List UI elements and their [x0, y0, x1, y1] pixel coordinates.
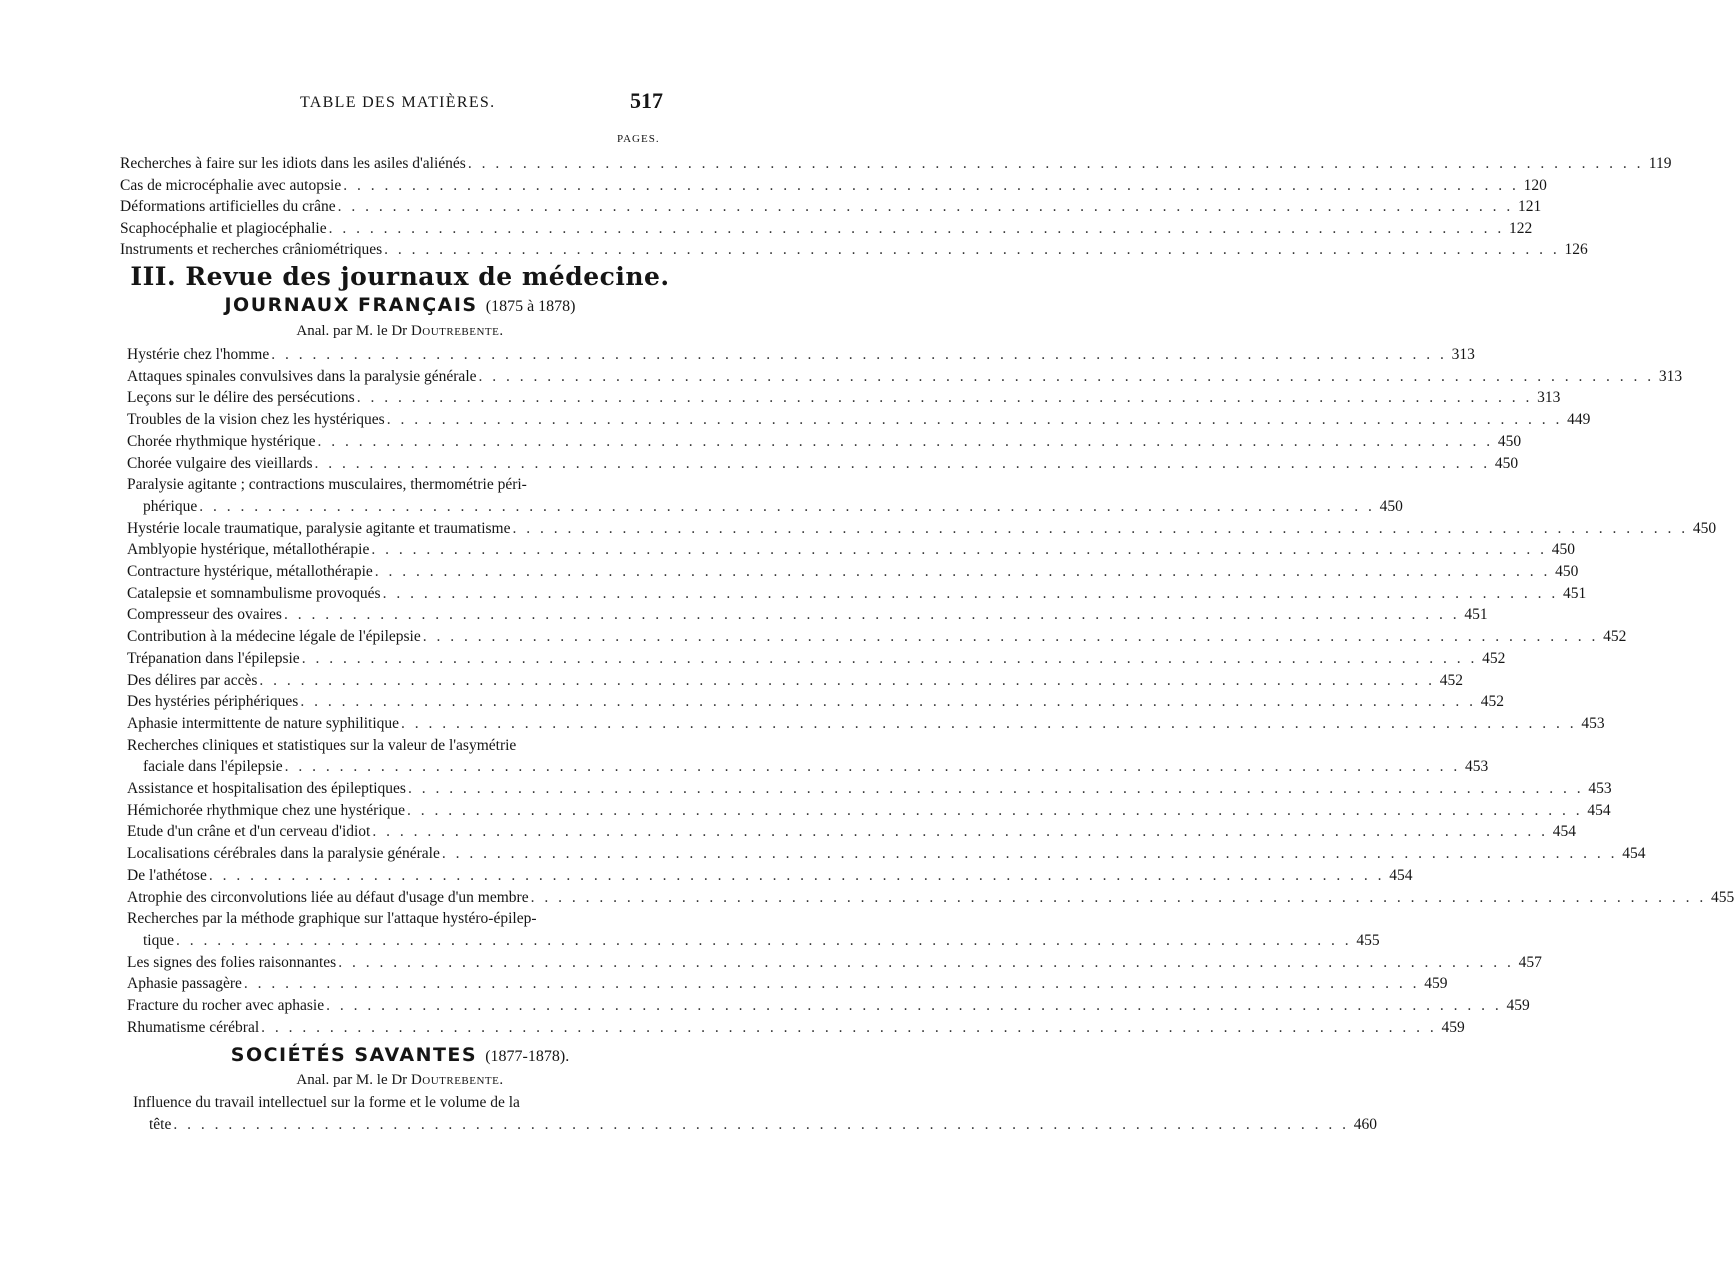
- toc-entry: [120, 196, 1542, 217]
- toc-entry: [127, 778, 1612, 799]
- toc-entry-page: 453: [1465, 758, 1489, 776]
- toc-entry-title: Leçons sur le délire des persécutions: [127, 389, 355, 407]
- toc-entry-page: 454: [1389, 866, 1413, 884]
- toc-entry-title: Rhumatisme cérébral: [127, 1018, 260, 1036]
- dot-leader: . . . . . . . . . . . . . . . . . . . . . . . . . . . . . . . . . . . . . . . . . . . . . . . . . . . . . . . . . . . . . . . . . . . . . . . . . . . . . . . . . . . . . .: [300, 693, 1476, 711]
- journaux-dates: (1875 à 1878): [485, 298, 576, 315]
- dot-leader: . . . . . . . . . . . . . . . . . . . . . . . . . . . . . . . . . . . . . . . . . . . . . . . . . . . . . . . . . . . . . . . . . . . . . . . . . . . . . . . . . . . . . .: [337, 198, 1514, 215]
- toc-entry-page: 450: [1379, 497, 1403, 515]
- toc-entry-page: 121: [1518, 198, 1542, 215]
- toc-entry: [127, 843, 1646, 864]
- dot-leader: . . . . . . . . . . . . . . . . . . . . . . . . . . . . . . . . . . . . . . . . . . . . . . . . . . . . . . . . . . . . . . . . . . . . . . . . . . . . . . . . . . . . . .: [259, 671, 1436, 689]
- dot-leader: . . . . . . . . . . . . . . . . . . . . . . . . . . . . . . . . . . . . . . . . . . . . . . . . . . . . . . . . . . . . . . . . . . . . . . . . . . . . . . . . . . . . . .: [478, 367, 1655, 385]
- toc-entry: [127, 453, 1519, 474]
- dot-leader: . . . . . . . . . . . . . . . . . . . . . . . . . . . . . . . . . . . . . . . . . . . . . . . . . . . . . . . . . . . . . . . . . . . . . . . . . . . . . . . . . . . . . .: [530, 888, 1707, 906]
- dot-leader: . . . . . . . . . . . . . . . . . . . . . . . . . . . . . . . . . . . . . . . . . . . . . . . . . . . . . . . . . . . . . . . . . . . . . . . . . . . . . . . . . . . . . .: [284, 758, 1461, 776]
- toc-entry: [143, 756, 1489, 777]
- section-heading-revue: III. Revue des journaux de médecine.: [130, 262, 670, 291]
- toc-entry-page: 460: [1353, 1115, 1377, 1133]
- toc-entry-page: 313: [1658, 367, 1683, 385]
- toc-entry-title: Trépanation dans l'épilepsie: [127, 649, 300, 667]
- toc-entry-page: 313: [1451, 346, 1475, 363]
- dot-leader: . . . . . . . . . . . . . . . . . . . . . . . . . . . . . . . . . . . . . . . . . . . . . . . . . . . . . . . . . . . . . . . . . . . . . . . . . . . . . . . . . . . . . .: [441, 845, 1618, 863]
- toc-entry: [127, 539, 1575, 560]
- dot-leader: . . . . . . . . . . . . . . . . . . . . . . . . . . . . . . . . . . . . . . . . . . . . . . . . . . . . . . . . . . . . . . . . . . . . . . . . . . . . . . . . . . . . . .: [243, 975, 1420, 993]
- pages-column-label: PAGES.: [617, 133, 660, 145]
- analyst-line-1: [0, 323, 800, 340]
- toc-entry-title: Hystérie locale traumatique, paralysie agitante et traumatisme: [127, 519, 511, 537]
- dot-leader: . . . . . . . . . . . . . . . . . . . . . . . . . . . . . . . . . . . . . . . . . . . . . . . . . . . . . . . . . . . . . . . . . . . . . . . . . . . . . . . . . . . . . .: [208, 866, 1385, 884]
- dot-leader: . . . . . . . . . . . . . . . . . . . . . . . . . . . . . . . . . . . . . . . . . . . . . . . . . . . . . . . . . . . . . . . . . . . . . . . . . . . . . . . . . . . . . .: [467, 155, 1644, 172]
- toc-entry: [127, 366, 1683, 387]
- toc-entry-title: Paralysie agitante ; contractions musculaires, thermométrie péri-: [127, 476, 527, 494]
- dot-leader: . . . . . . . . . . . . . . . . . . . . . . . . . . . . . . . . . . . . . . . . . . . . . . . . . . . . . . . . . . . . . . . . . . . . . . . . . . . . . . . . . . . . . .: [199, 497, 1375, 515]
- toc-entry-title: Recherches à faire sur les idiots dans les asiles d'aliénés: [120, 155, 466, 172]
- dot-leader: . . . . . . . . . . . . . . . . . . . . . . . . . . . . . . . . . . . . . . . . . . . . . . . . . . . . . . . . . . . . . . . . . . . . . . . . . . . . . . . . . . . . . .: [261, 1018, 1437, 1036]
- toc-entry-page: 451: [1464, 606, 1488, 624]
- toc-entry-page: 450: [1551, 541, 1575, 559]
- toc-entry-title: Des hystéries périphériques: [127, 693, 299, 711]
- dot-leader: . . . . . . . . . . . . . . . . . . . . . . . . . . . . . . . . . . . . . . . . . . . . . . . . . . . . . . . . . . . . . . . . . . . . . . . . . . . . . . . . . . . . . .: [328, 219, 1505, 237]
- dot-leader: . . . . . . . . . . . . . . . . . . . . . . . . . . . . . . . . . . . . . . . . . . . . . . . . . . . . . . . . . . . . . . . . . . . . . . . . . . . . . . . . . . . . . .: [301, 649, 1478, 667]
- dot-leader: . . . . . . . . . . . . . . . . . . . . . . . . . . . . . . . . . . . . . . . . . . . . . . . . . . . . . . . . . . . . . . . . . . . . . . . . . . . . . . . . . . . . . .: [326, 997, 1502, 1014]
- toc-entry-title: Scaphocéphalie et plagiocéphalie: [120, 219, 327, 237]
- toc-entry-title: Influence du travail intellectuel sur la forme et le volume de la: [133, 1094, 520, 1111]
- toc-entry-title: Recherches par la méthode graphique sur l'attaque hystéro-épilep-: [127, 910, 537, 928]
- dot-leader: . . . . . . . . . . . . . . . . . . . . . . . . . . . . . . . . . . . . . . . . . . . . . . . . . . . . . . . . . . . . . . . . . . . . . . . . . . . . . . . . . . . . . .: [512, 519, 1689, 537]
- toc-entry-title: faciale dans l'épilepsie: [143, 758, 283, 776]
- dot-leader: . . . . . . . . . . . . . . . . . . . . . . . . . . . . . . . . . . . . . . . . . . . . . . . . . . . . . . . . . . . . . . . . . . . . . . . . . . . . . . . . . . . . . .: [407, 780, 1584, 797]
- toc-entry-page: 449: [1567, 411, 1591, 429]
- toc-entry-title: tête: [149, 1115, 172, 1133]
- toc-entry: [127, 344, 1475, 365]
- dot-leader: . . . . . . . . . . . . . . . . . . . . . . . . . . . . . . . . . . . . . . . . . . . . . . . . . . . . . . . . . . . . . . . . . . . . . . . . . . . . . . . . . . . . . .: [338, 953, 1514, 971]
- toc-entry: [127, 973, 1448, 994]
- toc-entry: [127, 409, 1591, 430]
- toc-entry-title: Des délires par accès: [127, 671, 258, 689]
- toc-entry-page: 455: [1356, 931, 1380, 949]
- toc-entry-title: tique: [143, 931, 174, 949]
- toc-entry: [120, 239, 1588, 260]
- toc-entry-page: 450: [1494, 454, 1519, 472]
- toc-entry-title: Atrophie des circonvolutions liée au défaut d'usage d'un membre: [127, 888, 529, 906]
- toc-entry-page: 457: [1518, 953, 1542, 971]
- toc-entry-title: Attaques spinales convulsives dans la paralysie générale: [127, 367, 477, 385]
- toc-entry-page: 453: [1588, 780, 1612, 797]
- toc-entry-page: 459: [1506, 997, 1530, 1014]
- toc-entry-page: 120: [1523, 176, 1547, 194]
- toc-entry: [127, 821, 1576, 842]
- toc-entry-page: 452: [1603, 628, 1627, 646]
- societes-dates: (1877-1878).: [485, 1048, 570, 1065]
- toc-entry-title: Catalepsie et somnambulisme provoqués: [127, 584, 381, 602]
- analyst-prefix: Anal. par M. le Dr: [296, 1072, 408, 1088]
- toc-entry-page: 450: [1555, 563, 1579, 580]
- toc-entry-page: 454: [1552, 823, 1576, 841]
- toc-entry: [127, 583, 1587, 604]
- toc-entry-page: 450: [1497, 432, 1522, 450]
- running-head-title: TABLE DES MATIÈRES.: [300, 94, 496, 111]
- dot-leader: . . . . . . . . . . . . . . . . . . . . . . . . . . . . . . . . . . . . . . . . . . . . . . . . . . . . . . . . . . . . . . . . . . . . . . . . . . . . . . . . . . . . . .: [386, 411, 1563, 429]
- toc-entry: [143, 930, 1380, 951]
- dot-leader: . . . . . . . . . . . . . . . . . . . . . . . . . . . . . . . . . . . . . . . . . . . . . . . . . . . . . . . . . . . . . . . . . . . . . . . . . . . . . . . . . . . . . .: [173, 1115, 1349, 1133]
- toc-entry-page: 455: [1710, 888, 1734, 906]
- toc-entry: [143, 496, 1403, 517]
- dot-leader: . . . . . . . . . . . . . . . . . . . . . . . . . . . . . . . . . . . . . . . . . . . . . . . . . . . . . . . . . . . . . . . . . . . . . . . . . . . . . . . . . . . . . .: [384, 241, 1560, 258]
- toc-entry-title: Amblyopie hystérique, métallothérapie: [127, 541, 370, 559]
- toc-entry: [127, 387, 1561, 408]
- toc-entry-title: Compresseur des ovaires: [127, 606, 282, 624]
- toc-entry-title: Chorée rhythmique hystérique: [127, 432, 316, 450]
- toc-entry-page: 451: [1562, 584, 1587, 602]
- toc-entry-title: De l'athétose: [127, 866, 207, 884]
- toc-entry: [127, 604, 1488, 625]
- dot-leader: . . . . . . . . . . . . . . . . . . . . . . . . . . . . . . . . . . . . . . . . . . . . . . . . . . . . . . . . . . . . . . . . . . . . . . . . . . . . . . . . . . . . . .: [317, 432, 1494, 450]
- subsection-heading-societes: [0, 1044, 800, 1066]
- analyst-name: Doutrebente.: [410, 323, 504, 339]
- dot-leader: . . . . . . . . . . . . . . . . . . . . . . . . . . . . . . . . . . . . . . . . . . . . . . . . . . . . . . . . . . . . . . . . . . . . . . . . . . . . . . . . . . . . . .: [356, 389, 1533, 407]
- toc-entry-title: Instruments et recherches crâniométriques: [120, 241, 383, 258]
- analyst-name: Doutrebente.: [410, 1072, 504, 1088]
- toc-entry-page: 452: [1482, 649, 1506, 667]
- dot-leader: . . . . . . . . . . . . . . . . . . . . . . . . . . . . . . . . . . . . . . . . . . . . . . . . . . . . . . . . . . . . . . . . . . . . . . . . . . . . . . . . . . . . . .: [374, 563, 1551, 580]
- dot-leader: . . . . . . . . . . . . . . . . . . . . . . . . . . . . . . . . . . . . . . . . . . . . . . . . . . . . . . . . . . . . . . . . . . . . . . . . . . . . . . . . . . . . . .: [371, 541, 1547, 559]
- toc-entry: [127, 691, 1504, 712]
- dot-leader: . . . . . . . . . . . . . . . . . . . . . . . . . . . . . . . . . . . . . . . . . . . . . . . . . . . . . . . . . . . . . . . . . . . . . . . . . . . . . . . . . . . . . .: [382, 584, 1559, 602]
- running-head: [0, 88, 800, 118]
- dot-leader: . . . . . . . . . . . . . . . . . . . . . . . . . . . . . . . . . . . . . . . . . . . . . . . . . . . . . . . . . . . . . . . . . . . . . . . . . . . . . . . . . . . . . .: [343, 176, 1519, 194]
- toc-entry-title: Aphasie intermittente de nature syphilitique: [127, 714, 400, 732]
- toc-entry-page: 452: [1480, 693, 1504, 711]
- toc-entry-page: 459: [1441, 1018, 1465, 1036]
- toc-entry: [127, 431, 1522, 452]
- toc-entry-title: Recherches cliniques et statistiques sur la valeur de l'asymétrie: [127, 736, 517, 754]
- toc-entry-page: 454: [1622, 845, 1646, 863]
- toc-entry-title: Fracture du rocher avec aphasie: [127, 997, 325, 1014]
- toc-entry-title: Assistance et hospitalisation des épileptiques: [127, 780, 406, 797]
- toc-entry: [127, 713, 1605, 734]
- toc-entry-title: Contracture hystérique, métallothérapie: [127, 563, 373, 580]
- toc-entry-title: Cas de microcéphalie avec autopsie: [120, 176, 342, 194]
- toc-entry-title: Contribution à la médecine légale de l'épilepsie: [127, 628, 421, 646]
- dot-leader: . . . . . . . . . . . . . . . . . . . . . . . . . . . . . . . . . . . . . . . . . . . . . . . . . . . . . . . . . . . . . . . . . . . . . . . . . . . . . . . . . . . . . .: [407, 801, 1583, 819]
- toc-entry: [127, 800, 1611, 821]
- dot-leader: . . . . . . . . . . . . . . . . . . . . . . . . . . . . . . . . . . . . . . . . . . . . . . . . . . . . . . . . . . . . . . . . . . . . . . . . . . . . . . . . . . . . . .: [314, 454, 1491, 472]
- dot-leader: . . . . . . . . . . . . . . . . . . . . . . . . . . . . . . . . . . . . . . . . . . . . . . . . . . . . . . . . . . . . . . . . . . . . . . . . . . . . . . . . . . . . . .: [176, 931, 1352, 949]
- dot-leader: . . . . . . . . . . . . . . . . . . . . . . . . . . . . . . . . . . . . . . . . . . . . . . . . . . . . . . . . . . . . . . . . . . . . . . . . . . . . . . . . . . . . . .: [401, 714, 1577, 732]
- toc-entry: [127, 952, 1542, 973]
- toc-entry: [127, 670, 1464, 691]
- dot-leader: . . . . . . . . . . . . . . . . . . . . . . . . . . . . . . . . . . . . . . . . . . . . . . . . . . . . . . . . . . . . . . . . . . . . . . . . . . . . . . . . . . . . . .: [422, 628, 1599, 646]
- toc-entry: [127, 865, 1413, 886]
- toc-entry: [149, 1114, 1377, 1135]
- toc-entry: [127, 648, 1506, 669]
- toc-entry: [127, 1017, 1465, 1038]
- dot-leader: . . . . . . . . . . . . . . . . . . . . . . . . . . . . . . . . . . . . . . . . . . . . . . . . . . . . . . . . . . . . . . . . . . . . . . . . . . . . . . . . . . . . . .: [271, 346, 1447, 363]
- analyst-line-2: [0, 1072, 800, 1089]
- toc-entry-title: Troubles de la vision chez les hystériques: [127, 411, 385, 429]
- toc-entry: [127, 561, 1579, 582]
- toc-entry-title: Hystérie chez l'homme: [127, 346, 270, 363]
- toc-entry-page: 122: [1508, 219, 1533, 237]
- dot-leader: . . . . . . . . . . . . . . . . . . . . . . . . . . . . . . . . . . . . . . . . . . . . . . . . . . . . . . . . . . . . . . . . . . . . . . . . . . . . . . . . . . . . . .: [283, 606, 1460, 624]
- toc-entry-page: 453: [1581, 714, 1605, 732]
- toc-entry: [127, 518, 1717, 539]
- subsection-heading-journaux: [0, 294, 800, 316]
- toc-entry-title: Chorée vulgaire des vieillards: [127, 454, 313, 472]
- toc-entry: [127, 626, 1627, 647]
- toc-entry: [120, 175, 1547, 196]
- toc-entry-page: 459: [1424, 975, 1448, 993]
- toc-entry-page: 313: [1537, 389, 1561, 407]
- toc-entry-title: phérique: [143, 497, 198, 515]
- toc-entry: [127, 887, 1734, 908]
- toc-entry: [120, 218, 1533, 239]
- societes-title: SOCIÉTÉS SAVANTES: [230, 1044, 478, 1066]
- toc-entry-title: Aphasie passagère: [127, 975, 242, 993]
- toc-entry-page: 126: [1564, 241, 1588, 258]
- analyst-prefix: Anal. par M. le Dr: [296, 323, 408, 339]
- toc-entry-page: 454: [1587, 801, 1611, 819]
- toc-entry: [120, 153, 1672, 174]
- toc-entry: [127, 995, 1530, 1016]
- dot-leader: . . . . . . . . . . . . . . . . . . . . . . . . . . . . . . . . . . . . . . . . . . . . . . . . . . . . . . . . . . . . . . . . . . . . . . . . . . . . . . . . . . . . . .: [372, 823, 1548, 841]
- page-number: 517: [630, 88, 663, 113]
- toc-entry-title: Etude d'un crâne et d'un cerveau d'idiot: [127, 823, 371, 841]
- toc-entry-title: Déformations artificielles du crâne: [120, 198, 336, 215]
- toc-entry-page: 119: [1648, 155, 1672, 172]
- toc-entry-title: Localisations cérébrales dans la paralysie générale: [127, 845, 440, 863]
- toc-entry-page: 450: [1692, 519, 1717, 537]
- toc-entry-page: 452: [1439, 671, 1464, 689]
- toc-entry-title: Hémichorée rhythmique chez une hystérique: [127, 801, 406, 819]
- toc-entry-title: Les signes des folies raisonnantes: [127, 953, 337, 971]
- journaux-title: JOURNAUX FRANÇAIS: [224, 294, 478, 316]
